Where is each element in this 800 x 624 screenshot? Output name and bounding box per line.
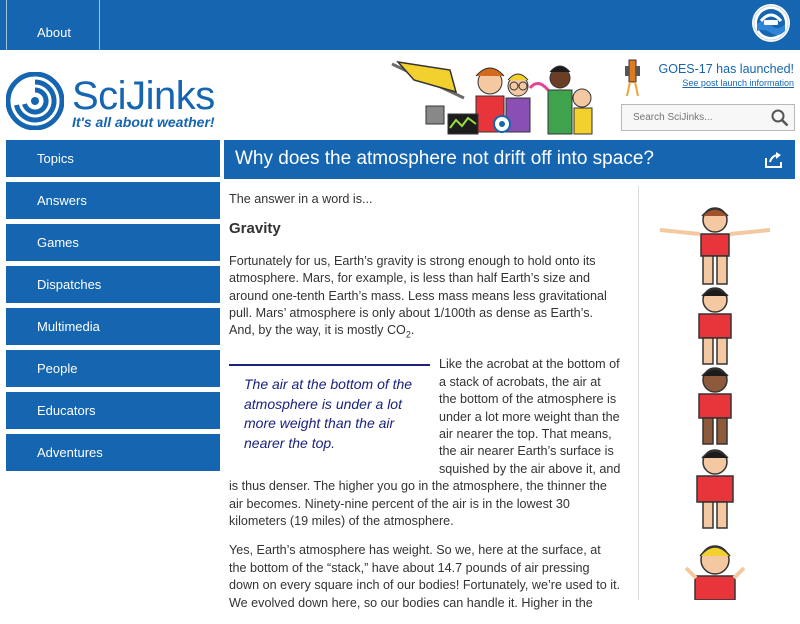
swirl-logo-icon (6, 72, 64, 130)
sidebar-item-people[interactable]: People (6, 350, 220, 387)
article-heading: Gravity (229, 220, 281, 238)
article-paragraph: Yes, Earth’s atmosphere has weight. So we, here at the surface, at the bottom of the “stack,” have about 14.7 pounds of air pressing down on every square inch of our bodies! Fortunately, we’re used to it. We evolved down here, so our bodies can handle it. Higher in the (229, 543, 621, 610)
top-nav-bar (0, 0, 800, 50)
satellite-icon (621, 58, 643, 98)
subscript-text: 2 (405, 329, 411, 340)
goes-announcement: GOES-17 has launched! (658, 62, 794, 76)
sidebar-item-games[interactable]: Games (6, 224, 220, 261)
pull-quote: The air at the bottom of the atmosphere is under a lot more weight than the air nearer the top. (229, 364, 430, 463)
sidebar-item-multimedia[interactable]: Multimedia (6, 308, 220, 345)
page-title: Why does the atmosphere not drift off into space? (235, 148, 654, 169)
sidebar-item-adventures[interactable]: Adventures (6, 434, 220, 471)
sidebar-nav (6, 140, 220, 476)
article-intro: The answer in a word is... (229, 192, 373, 206)
article-paragraph: Like the acrobat at the bottom of a stack of acrobats, the air at the bottom of the atmosphere is under a lot more weight than the air nearer the top. That means, the air nearer Earth’s surface is squished by the air above it, and is thus denser. The higher you go in the atmosphere, the thinner the air becomes. Ninety-nine percent of the air is in the lowest 30 kilometers (19 miles) of the atmosphere. (229, 357, 621, 529)
goes-info-link[interactable]: See post launch information (682, 78, 794, 88)
site-name: SciJinks (72, 74, 215, 118)
noaa-logo[interactable] (752, 4, 790, 42)
site-tagline: It's all about weather! (72, 114, 215, 130)
page-title-bar (224, 140, 795, 179)
about-nav-item[interactable] (6, 0, 100, 50)
article-paragraph (229, 253, 621, 345)
search-box (621, 104, 795, 131)
paragraph-text: Fortunately for us, Earth’s gravity is strong enough to hold onto its atmosphere. Mars, for example, is less than half Earth’s size and around one-tenth Earth’s mass. Less mass means less gravitational pull. Mars’ atmosphere is only about 1/100th as dense as Earth’s. And, by the way, it is mostly CO (229, 253, 607, 338)
search-icon[interactable] (771, 109, 789, 127)
scijinks-logo[interactable] (6, 70, 226, 134)
sidebar-item-topics[interactable]: Topics (6, 140, 220, 177)
column-divider (638, 186, 639, 600)
sidebar-item-educators[interactable]: Educators (6, 392, 220, 429)
article-body (229, 191, 621, 624)
sidebar-item-dispatches[interactable]: Dispatches (6, 266, 220, 303)
kids-illustration (390, 58, 614, 140)
sidebar-item-answers[interactable]: Answers (6, 182, 220, 219)
search-input[interactable] (622, 105, 768, 130)
share-icon[interactable] (764, 151, 784, 169)
paragraph-end: . (410, 323, 415, 338)
acrobat-stack-illustration (650, 190, 780, 600)
about-link[interactable]: About (37, 25, 71, 40)
